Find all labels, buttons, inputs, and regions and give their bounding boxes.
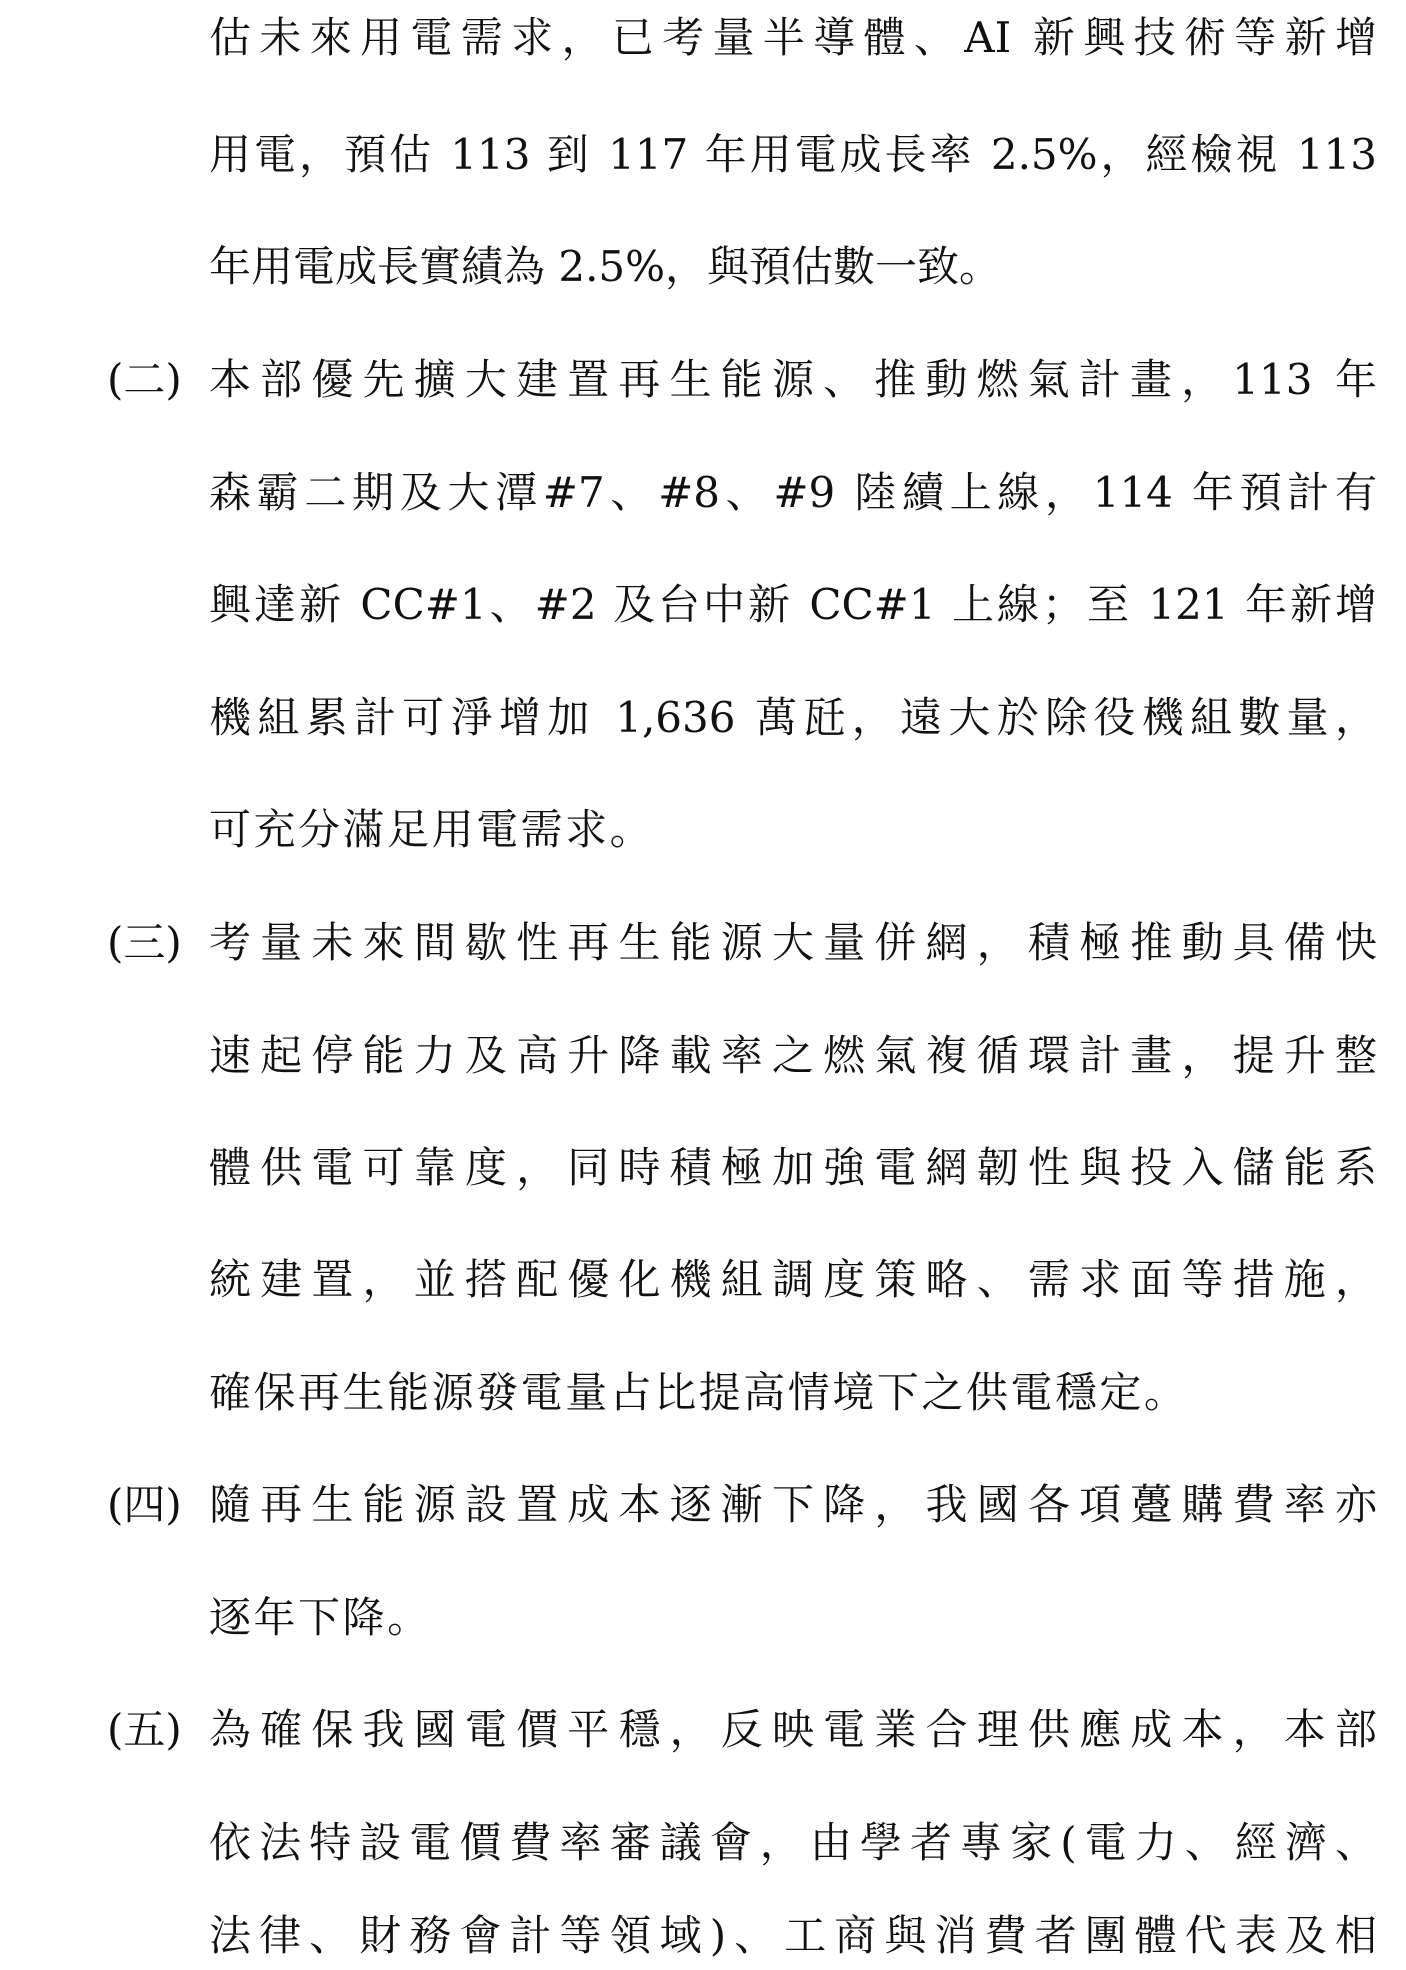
paragraph-text: 體供電可靠度，同時積極加強電網韌性與投入儲能系 xyxy=(209,1143,1377,1192)
paragraph-text: 年用電成長實績為 2.5%，與預估數一致。 xyxy=(209,242,1002,291)
paragraph-text: 逐年下降。 xyxy=(209,1593,432,1642)
list-marker: (三) xyxy=(107,918,182,967)
paragraph-text: 可充分滿足用電需求。 xyxy=(209,805,655,854)
paragraph-text: 估未來用電需求，已考量半導體、AI 新興技術等新增 xyxy=(209,13,1377,62)
list-marker: (五) xyxy=(107,1705,182,1754)
paragraph-text: 確保再生能源發電量占比提高情境下之供電穩定。 xyxy=(209,1368,1189,1417)
paragraph-text: 森霸二期及大潭#7、#8、#9 陸續上線，114 年預計有 xyxy=(209,468,1377,517)
paragraph-text: 依法特設電價費率審議會，由學者專家(電力、經濟、 xyxy=(209,1818,1377,1867)
paragraph-text: 為確保我國電價平穩，反映電業合理供應成本，本部 xyxy=(209,1705,1377,1754)
paragraph-text: 本部優先擴大建置再生能源、推動燃氣計畫，113 年 xyxy=(209,355,1377,404)
paragraph-text: 機組累計可淨增加 1,636 萬瓩，遠大於除役機組數量， xyxy=(209,693,1377,742)
paragraph-text: 用電，預估 113 到 117 年用電成長率 2.5%，經檢視 113 xyxy=(209,130,1377,179)
paragraph-text: 隨再生能源設置成本逐漸下降，我國各項躉購費率亦 xyxy=(209,1480,1377,1529)
paragraph-text: 考量未來間歇性再生能源大量併網，積極推動具備快 xyxy=(209,918,1377,967)
paragraph-text: 興達新 CC#1、#2 及台中新 CC#1 上線；至 121 年新增 xyxy=(209,580,1377,629)
list-marker: (二) xyxy=(107,355,182,404)
paragraph-text: 法律、財務會計等領域)、工商與消費者團體代表及相 xyxy=(209,1911,1377,1960)
list-marker: (四) xyxy=(107,1480,182,1529)
paragraph-text: 統建置，並搭配優化機組調度策略、需求面等措施， xyxy=(209,1255,1377,1304)
paragraph-text: 速起停能力及高升降載率之燃氣複循環計畫，提升整 xyxy=(209,1031,1377,1080)
